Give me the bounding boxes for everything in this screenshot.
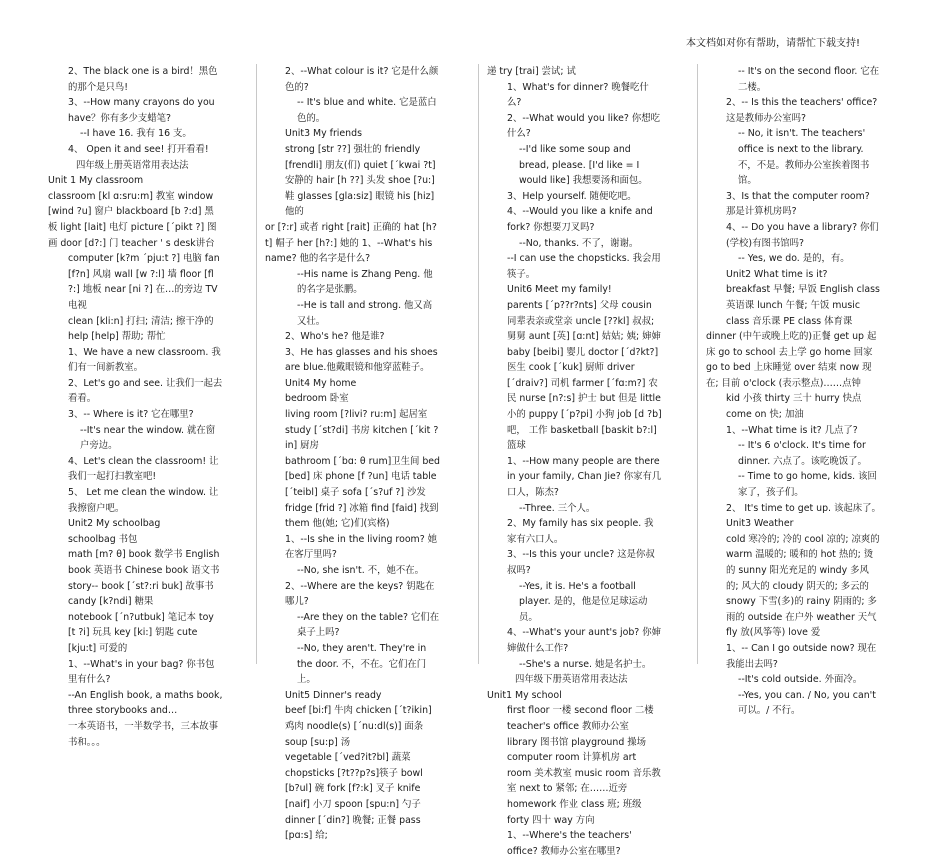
text-line: parents [ˊp??r?nts] 父母 cousin 同辈表亲或堂亲 uncle [??kl] 叔叔; 舅舅 aunt [英] [ɑ:nt] 姑姑; 姨; 婶婶 baby [beibi] 婴儿 doctor [ˊd?kt?] 医生 cook [ˊkuk] 厨师 driver [ˊdraiv?] 司机 farmer [ˊfɑ:m?] 农民 nurse [n?:s] 护士 but 但是 little 小的 puppy [ˊp?pi] 小狗 job [d ?b] 吧， 工作 basketball [baskit b?:l] 篮球: [507, 299, 662, 452]
text-line: breakfast 早餐; 早饭 English class 英语课 lunch 午餐; 午饭 music class 音乐课 PE class 体育课: [726, 284, 880, 327]
text-line: 1、What's for dinner? 晚餐吃什么?: [507, 81, 649, 109]
text-line: clean [kli:n] 打扫; 清洁; 擦干净的 help [help] 帮助; 帮忙: [68, 315, 214, 343]
text-line: 四年级下册英语常用表达法: [515, 674, 628, 686]
text-line: classroom [kl ɑ:sru:m] 教室 window [wind ?u] 窗户 blackboard [b ?:d] 黑板 light [lait] 电灯 picture [ˊpikt ?] 图画 door [d?:] 门 teacher ' s desk讲台: [48, 190, 217, 249]
text-column-2: [265, 64, 441, 842]
text-line: Unit3 My friends: [285, 128, 362, 140]
text-line: --No, she isn't. 不，她不在。: [297, 565, 424, 576]
text-line: vegetable [ˊved?it?bl] 蔬菜 chopsticks [?t??p?s]筷子 bowl [b?ul] 碗 fork [f?:k] 叉子 knife [naif] 小刀 spoon [spu:n] 勺子 dinner [ˊdin?] 晚餐; 正餐 pass [pɑ:s] 给;: [285, 752, 423, 842]
text-line: story-- book [ˊst?:ri buk] 故事书 candy [k?ndi] 糖果: [68, 580, 214, 608]
text-line: strong [str ??] 强壮的 friendly [frendli] 朋友(们) quiet [ˊkwai ?t] 安静的 hair [h ??] 头发 shoe [?u:] 鞋 glasses [gla:siz] 眼镜 his [hiz] 他的: [285, 143, 436, 218]
text-line: --An English book, a maths book, three storybooks and…: [68, 689, 223, 717]
text-line: Unit2 What time is it?: [726, 268, 828, 280]
text-line: 4、Let's clean the classroom! 让我们一起打扫教室吧!: [68, 455, 219, 483]
text-line: 3、He has glasses and his shoes are blue.他戴眼镜和他穿蓝鞋子。: [285, 346, 438, 374]
text-line: --Three. 三个人。: [519, 502, 596, 514]
text-line: 1、--What's in your bag? 你书包里有什么?: [68, 658, 215, 686]
text-line: 4、 Open it and see! 打开看看!: [68, 143, 209, 155]
text-line: bedroom 卧室: [285, 393, 349, 405]
download-support-note: 本文档如对你有帮助，请帮忙下载支持!: [686, 38, 861, 49]
text-line: 1、--What time is it? 几点了?: [726, 424, 858, 436]
text-line: --He is tall and strong. 他又高又壮。: [297, 299, 433, 327]
text-line: 2、-- Is this the teachers' office? 这是教师办公室吗?: [726, 97, 878, 124]
text-line: --Yes, it is. He's a football player. 是的，他是位足球运动员。: [519, 580, 648, 623]
text-line: Unit 1 My classroom: [48, 175, 144, 187]
text-line: --No, they aren't. They're in the door. 不，不在。它们在门上。: [297, 642, 427, 686]
text-line: --I'd like some soup and bread, please. [I'd like = I would like] 我想要汤和面包。: [519, 143, 648, 187]
text-line: 2、Let's go and see. 让我们一起去看看。: [68, 377, 223, 405]
column-divider: [256, 64, 257, 664]
text-line: --Yes, you can. / No, you can't 可以。/ 不行。: [738, 689, 876, 717]
text-line: 2、--Where are the keys? 钥匙在哪儿?: [285, 580, 435, 608]
text-column-1: [48, 64, 223, 748]
text-line: or [?:r] 或者 right [rait] 正确的 hat [h?t] 帽子 her [h?:] 她的 1、--What's his name? 他的名字是什么?: [265, 221, 437, 265]
text-column-4: [706, 64, 881, 717]
text-column-3: [487, 64, 662, 857]
column-divider: [478, 64, 479, 664]
text-line: -- Yes, we do. 是的，有。: [738, 253, 850, 265]
text-line: 3、Help yourself. 随便吃吧。: [507, 190, 637, 202]
text-line: Unit6 Meet my family!: [507, 284, 612, 296]
text-line: kid 小孩 thirty 三十 hurry 快点 come on 快; 加油: [726, 393, 862, 421]
text-line: first floor 一楼 second floor 二楼 teacher's office 教师办公室 library 图书馆 playground 操场 computer room 计算机房 art room 美术教室 music room 音乐教室 next to 紧邻; 在……近旁 homework 作业 class 班; 班级 forty 四十 way 方向: [507, 705, 661, 826]
text-line: 2、--What colour is it? 它是什么颜色的?: [285, 66, 439, 93]
text-line: beef [bi:f] 牛肉 chicken [ˊt?ikin] 鸡肉 noodle(s) [ˊnu:dl(s)] 面条 soup [su:p] 汤: [285, 705, 432, 748]
text-line: --It's near the window. 就在窗户旁边。: [80, 424, 216, 452]
text-line: -- It's on the second floor. 它在二楼。: [738, 66, 880, 93]
text-line: 一本英语书，一半数学书，三本故事书和。。。: [68, 720, 219, 748]
text-line: --I can use the chopsticks. 我会用筷子。: [507, 253, 661, 280]
text-line: 4、--What's your aunt's job? 你婶婶做什么工作?: [507, 627, 661, 654]
text-line: 1、--How many people are there in your family, Chan Jie? 你家有几口人，陈杰?: [507, 455, 662, 499]
text-line: --She's a nurse. 她是名护士。: [519, 658, 652, 670]
text-line: 4、-- Do you have a library? 你们(学校)有图书馆吗?: [726, 221, 879, 249]
text-line: 1、--Is she in the living room? 她在客厅里吗?: [285, 533, 438, 561]
text-line: math [m? θ] book 数学书 English book 英语书 Chinese book 语文书: [68, 549, 220, 576]
text-line: Unit2 My schoolbag: [68, 518, 161, 530]
text-line: dinner (中午或晚上吃的)正餐 get up 起床 go to school 去上学 go home 回家 go to bed 上床睡觉 over 结束 now 现在; 目前 o'clock (表示整点)……点钟: [706, 331, 877, 389]
text-line: 2、 It's time to get up. 该起床了。: [726, 502, 881, 514]
text-line: 4、--Would you like a knife and fork? 你想要刀叉吗?: [507, 206, 653, 233]
text-line: 5、 Let me clean the window. 让我擦窗户吧。: [68, 487, 219, 514]
text-line: 2、--What would you like? 你想吃什么?: [507, 112, 660, 140]
text-line: -- It's 6 o'clock. It's time for dinner. 六点了。该吃晚饭了。: [738, 440, 867, 467]
text-line: 四年级上册英语常用表达法: [76, 159, 189, 171]
text-line: Unit3 Weather: [726, 518, 794, 530]
text-line: living room [?livi? ru:m] 起居室 study [ˊst?di] 书房 kitchen [ˊkit ?in] 厨房: [285, 409, 439, 452]
text-line: --It's cold outside. 外面冷。: [738, 674, 863, 686]
text-line: --No, thanks. 不了，谢谢。: [519, 237, 639, 249]
text-line: schoolbag 书包: [68, 533, 138, 545]
text-line: -- It's blue and white. 它是蓝白色的。: [297, 97, 437, 124]
text-line: 1、-- Can I go outside now? 现在我能出去吗?: [726, 642, 877, 670]
text-line: 3、--Is this your uncle? 这是你叔叔吗?: [507, 549, 655, 576]
text-line: 2、My family has six people. 我家有六口人。: [507, 518, 654, 545]
column-divider: [697, 64, 698, 664]
text-line: Unit4 My home: [285, 377, 357, 389]
text-line: 1、We have a new classroom. 我们有一间新教室。: [68, 346, 221, 374]
text-line: Unit1 My school: [487, 689, 562, 701]
text-line: 3、--How many crayons do you have？你有多少支蜡笔?: [68, 97, 215, 124]
text-line: 2、Who's he? 他是谁?: [285, 331, 385, 343]
text-line: cold 寒冷的; 冷的 cool 凉的; 凉爽的 warm 温暖的; 暖和的 hot 热的; 烫的 sunny 阳光充足的 windy 多风的; 风大的 cloudy 阴天的; 多云的 snowy 下雪(多)的 rainy 阴雨的; 多雨的 outside 在户外 weather 天气 fly 放(风筝等) love 爱: [726, 533, 880, 639]
text-line: -- Time to go home, kids. 该回家了，孩子们。: [738, 471, 877, 499]
text-line: --I have 16. 我有 16 支。: [80, 128, 192, 140]
text-line: Unit5 Dinner's ready: [285, 689, 382, 701]
text-line: --His name is Zhang Peng. 他的名字是张鹏。: [297, 268, 433, 296]
text-line: -- No, it isn't. The teachers' office is next to the library. 不，不是。教师办公室挨着图书馆。: [738, 128, 870, 187]
text-line: 2、The black one is a bird！黑色的那个是只鸟!: [68, 66, 218, 93]
text-line: bathroom [ˊbɑ: θ rum]卫生间 bed [bed] 床 phone [f ?un] 电话 table [ˊteibl] 桌子 sofa [ˊs?uf ?] 沙发 fridge [frid ?] 冰箱 find [faid] 找到 them 他(她; 它)们(宾格): [285, 455, 441, 530]
text-line: 3、Is that the computer room? 那是计算机房吗?: [726, 190, 870, 218]
text-line: --Are they on the table? 它们在桌子上吗?: [297, 611, 440, 639]
text-line: computer [k?m ˊpju:t ?] 电脑 fan [f?n] 风扇 wall [w ?:l] 墙 floor [fl ?:] 地板 near [ni ?] 在…的旁边 TV 电视: [68, 253, 220, 311]
text-line: 1、--Where's the teachers' office? 教师办公室在哪里?: [507, 830, 632, 857]
text-line: 3、-- Where is it? 它在哪里?: [68, 409, 194, 421]
text-line: notebook [ˊn?utbuk] 笔记本 toy [t ?i] 玩具 key [ki:] 钥匙 cute [kju:t] 可爱的: [68, 611, 214, 654]
text-line: 递 try [trai] 尝试; 试: [487, 66, 576, 77]
